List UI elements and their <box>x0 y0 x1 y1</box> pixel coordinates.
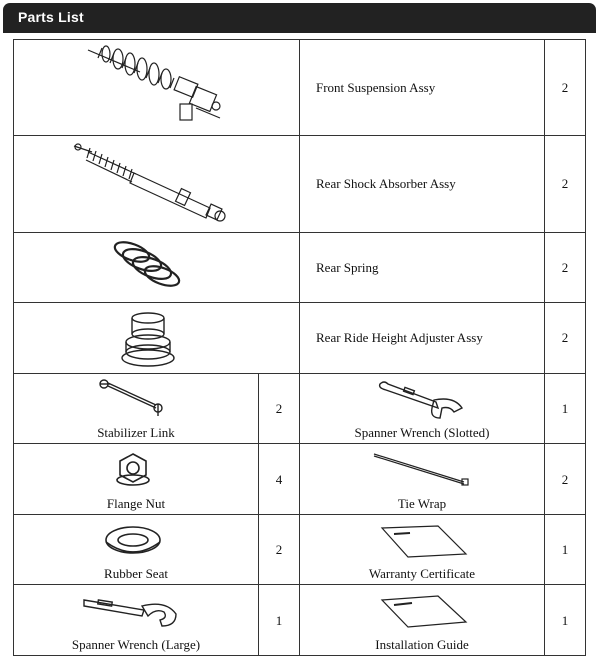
rubber-seat-image <box>103 524 163 560</box>
rear-shock-absorber-image <box>70 140 235 230</box>
part-name: Front Suspension Assy <box>316 80 436 95</box>
part-name: Rear Ride Height Adjuster Assy <box>316 330 483 345</box>
part-quantity: 2 <box>561 260 569 275</box>
part-quantity: 1 <box>561 401 569 416</box>
part-name: Warranty Certificate <box>368 566 476 581</box>
part-quantity: 2 <box>561 330 569 345</box>
part-name: Tie Wrap <box>397 496 447 511</box>
header-title: Parts List <box>18 9 84 25</box>
warranty-certificate-image <box>380 524 470 560</box>
rear-spring-image <box>108 238 188 298</box>
part-name: Spanner Wrench (Large) <box>71 637 201 652</box>
spanner-wrench-large-image <box>82 594 182 630</box>
part-name: Rear Spring <box>316 260 379 275</box>
part-quantity: 2 <box>561 80 569 95</box>
part-quantity: 1 <box>561 542 569 557</box>
part-name: Rubber Seat <box>104 566 168 581</box>
parts-list-header <box>3 3 596 33</box>
front-suspension-image <box>80 42 230 132</box>
part-quantity: 4 <box>275 472 283 487</box>
part-name: Installation Guide <box>375 637 469 652</box>
stabilizer-link-image <box>98 378 168 418</box>
ride-height-adjuster-image <box>118 308 178 368</box>
part-name: Rear Shock Absorber Assy <box>316 176 456 191</box>
part-quantity: 2 <box>275 542 283 557</box>
part-quantity: 2 <box>561 472 569 487</box>
part-quantity: 2 <box>275 401 283 416</box>
flange-nut-image <box>115 452 151 488</box>
part-quantity: 2 <box>561 176 569 191</box>
spanner-wrench-slotted-image <box>376 378 466 423</box>
part-name: Stabilizer Link <box>97 425 175 440</box>
part-quantity: 1 <box>275 613 283 628</box>
part-name: Flange Nut <box>106 496 166 511</box>
part-name: Spanner Wrench (Slotted) <box>354 425 490 440</box>
installation-guide-image <box>380 594 470 630</box>
part-quantity: 1 <box>561 613 569 628</box>
tie-wrap-image <box>372 452 472 486</box>
